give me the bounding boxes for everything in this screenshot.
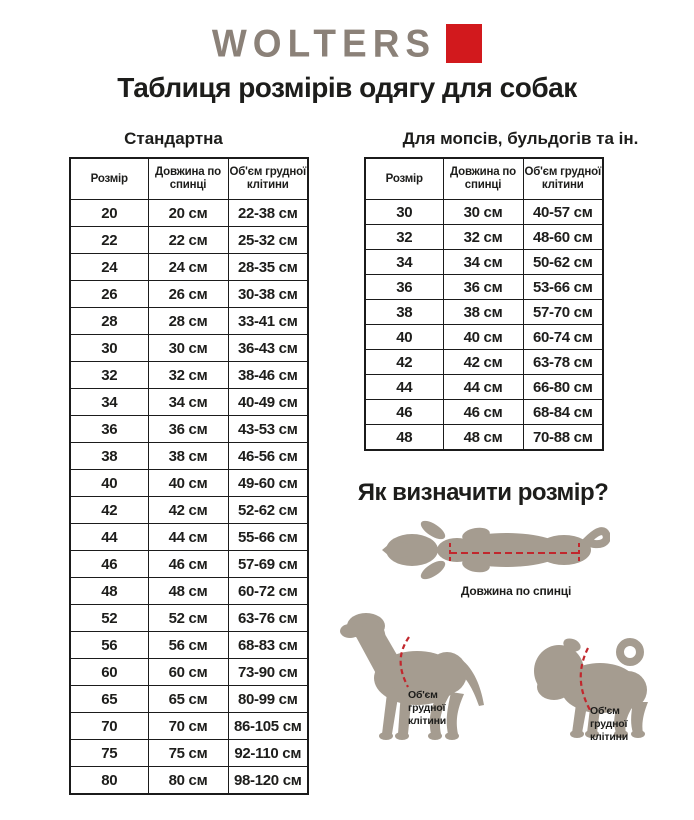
size-cell: 46 (70, 551, 148, 578)
size-cell: 80 (70, 767, 148, 794)
size-cell: 46 см (148, 551, 228, 578)
chest-measure-diagrams (347, 604, 694, 774)
size-cell: 48 см (443, 425, 523, 450)
size-cell: 48 см (148, 578, 228, 605)
size-cell: 60 (70, 659, 148, 686)
size-row (365, 325, 603, 350)
size-cell: 57-69 см (228, 551, 308, 578)
size-cell: 36 (365, 275, 443, 300)
size-cell: 40 см (148, 470, 228, 497)
size-cell: 36 см (148, 416, 228, 443)
size-cell: 32 (365, 225, 443, 250)
size-cell: 46 (365, 400, 443, 425)
size-cell: 48 (70, 578, 148, 605)
size-cell: 60-74 см (523, 325, 603, 350)
size-cell: 33-41 см (228, 308, 308, 335)
size-cell: 53-66 см (523, 275, 603, 300)
size-cell: 36 (70, 416, 148, 443)
standard-table-column (0, 104, 347, 795)
size-row (365, 375, 603, 400)
size-cell: 40 (365, 325, 443, 350)
size-cell: 36 см (443, 275, 523, 300)
size-row (365, 300, 603, 325)
size-row (70, 686, 308, 713)
size-row (70, 470, 308, 497)
size-cell: 60 см (148, 659, 228, 686)
size-cell: 73-90 см (228, 659, 308, 686)
size-row (70, 740, 308, 767)
back-length-diagram (347, 514, 694, 600)
bulldog-curled-tail-shape (620, 642, 640, 662)
size-cell: 98-120 см (228, 767, 308, 794)
size-cell: 49-60 см (228, 470, 308, 497)
size-cell: 28 (70, 308, 148, 335)
brand-logo (0, 20, 694, 66)
content-columns (0, 104, 694, 795)
size-cell: 30 (70, 335, 148, 362)
size-table-pugs-bulldogs (364, 157, 604, 451)
size-cell: 86-105 см (228, 713, 308, 740)
size-row (70, 497, 308, 524)
chest-volume-label: Об'єм грудної клітини (408, 688, 446, 727)
size-cell: 80 см (148, 767, 228, 794)
size-cell: 34 (70, 389, 148, 416)
size-cell: 22 см (148, 227, 228, 254)
column-header: Довжина по спинці (148, 158, 228, 200)
size-cell: 68-83 см (228, 632, 308, 659)
size-cell: 32 см (443, 225, 523, 250)
size-cell: 36-43 см (228, 335, 308, 362)
pugs-table-wrapper (364, 157, 602, 451)
size-row (365, 350, 603, 375)
table-title-pugs-bulldogs: Для мопсів, бульдогів та ін. (402, 128, 639, 148)
size-row (70, 605, 308, 632)
curled-tail-shape (582, 531, 607, 546)
size-cell: 57-70 см (523, 300, 603, 325)
size-row (70, 632, 308, 659)
dog-top-view-illustration (378, 514, 610, 582)
size-cell: 24 см (148, 254, 228, 281)
brand-logo-text: WOLTERS (211, 21, 437, 65)
size-cell: 52 (70, 605, 148, 632)
size-row (70, 227, 308, 254)
size-cell: 40 (70, 470, 148, 497)
size-cell: 38 (365, 300, 443, 325)
size-row (365, 275, 603, 300)
size-cell: 92-110 см (228, 740, 308, 767)
size-row (70, 524, 308, 551)
size-cell: 48 (365, 425, 443, 450)
size-cell: 30 см (443, 200, 523, 225)
size-cell: 80-99 см (228, 686, 308, 713)
size-cell: 40 см (443, 325, 523, 350)
size-chart-page (0, 20, 694, 820)
column-header: Об'єм грудної клітини (523, 158, 603, 200)
size-cell: 26 см (148, 281, 228, 308)
size-cell: 38 см (443, 300, 523, 325)
size-table-standard (69, 157, 309, 795)
size-cell: 25-32 см (228, 227, 308, 254)
size-cell: 44 см (148, 524, 228, 551)
column-header: Розмір (365, 158, 443, 200)
size-cell: 70 см (148, 713, 228, 740)
size-cell: 48-60 см (523, 225, 603, 250)
size-row (70, 416, 308, 443)
size-row (70, 308, 308, 335)
standard-table-wrapper (69, 157, 307, 795)
size-row (70, 281, 308, 308)
size-cell: 50-62 см (523, 250, 603, 275)
size-cell: 32 см (148, 362, 228, 389)
size-row (365, 225, 603, 250)
size-row (70, 578, 308, 605)
column-header: Довжина по спинці (443, 158, 523, 200)
pugs-table-column (347, 104, 694, 795)
size-cell: 28-35 см (228, 254, 308, 281)
size-row (70, 389, 308, 416)
size-row (365, 250, 603, 275)
table-title-standard: Стандартна (124, 128, 223, 148)
size-cell: 63-78 см (523, 350, 603, 375)
size-cell: 46 см (443, 400, 523, 425)
size-cell: 66-80 см (523, 375, 603, 400)
size-cell: 44 (70, 524, 148, 551)
size-cell: 43-53 см (228, 416, 308, 443)
header-row (70, 158, 308, 200)
size-cell: 38 (70, 443, 148, 470)
size-cell: 34 см (443, 250, 523, 275)
size-cell: 42 см (443, 350, 523, 375)
size-cell: 38-46 см (228, 362, 308, 389)
size-cell: 52 см (148, 605, 228, 632)
size-row (365, 425, 603, 450)
size-cell: 70 (70, 713, 148, 740)
back-length-label: Довжина по спинці (460, 583, 572, 598)
size-cell: 26 (70, 281, 148, 308)
size-cell: 75 (70, 740, 148, 767)
page-title: Таблиця розмірів одягу для собак (117, 72, 577, 103)
size-cell: 30 (365, 200, 443, 225)
bulldog-chest-volume-label: Об'єм грудної клітини (590, 704, 628, 743)
size-cell: 28 см (148, 308, 228, 335)
size-cell: 22-38 см (228, 200, 308, 227)
size-row (365, 400, 603, 425)
size-cell: 56 см (148, 632, 228, 659)
size-cell: 63-76 см (228, 605, 308, 632)
size-row (70, 254, 308, 281)
size-cell: 22 (70, 227, 148, 254)
size-cell: 42 (365, 350, 443, 375)
size-cell: 65 см (148, 686, 228, 713)
size-cell: 52-62 см (228, 497, 308, 524)
size-cell: 42 (70, 497, 148, 524)
measuring-guide-title: Як визначити розмір? (357, 478, 609, 506)
size-cell: 30-38 см (228, 281, 308, 308)
size-cell: 44 (365, 375, 443, 400)
size-cell: 20 (70, 200, 148, 227)
size-cell: 40-49 см (228, 389, 308, 416)
size-cell: 40-57 см (523, 200, 603, 225)
size-cell: 65 (70, 686, 148, 713)
column-header: Об'єм грудної клітини (228, 158, 308, 200)
size-row (70, 713, 308, 740)
size-row (70, 659, 308, 686)
size-cell: 70-88 см (523, 425, 603, 450)
size-cell: 60-72 см (228, 578, 308, 605)
size-cell: 75 см (148, 740, 228, 767)
size-cell: 24 (70, 254, 148, 281)
header-row (365, 158, 603, 200)
size-cell: 44 см (443, 375, 523, 400)
size-cell: 38 см (148, 443, 228, 470)
column-header: Розмір (70, 158, 148, 200)
size-cell: 55-66 см (228, 524, 308, 551)
size-cell: 34 (365, 250, 443, 275)
size-row (70, 335, 308, 362)
size-row (70, 551, 308, 578)
size-row (70, 200, 308, 227)
size-cell: 46-56 см (228, 443, 308, 470)
size-cell: 30 см (148, 335, 228, 362)
size-cell: 68-84 см (523, 400, 603, 425)
size-row (70, 443, 308, 470)
size-cell: 34 см (148, 389, 228, 416)
size-cell: 56 (70, 632, 148, 659)
size-row (70, 767, 308, 794)
brand-logo-red-square (446, 24, 482, 63)
size-cell: 32 (70, 362, 148, 389)
size-row (70, 362, 308, 389)
size-cell: 20 см (148, 200, 228, 227)
size-row (365, 200, 603, 225)
size-cell: 42 см (148, 497, 228, 524)
